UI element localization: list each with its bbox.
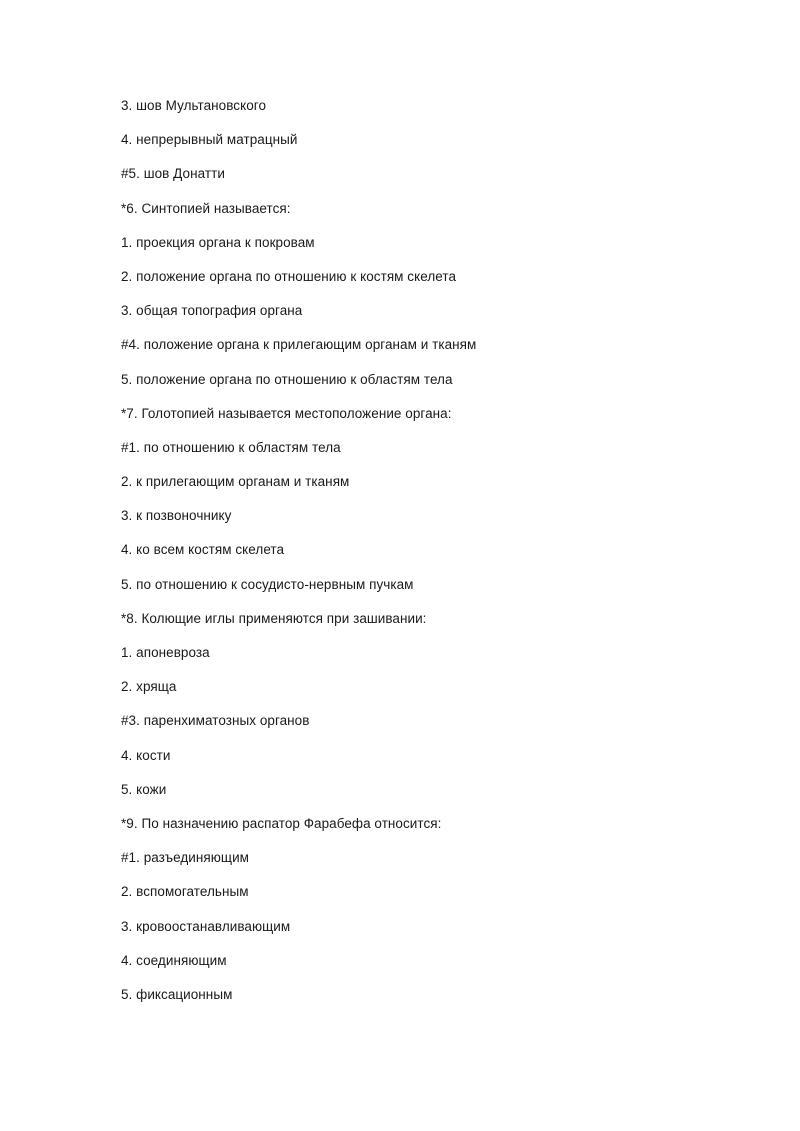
text-line: #1. разъединяющим [121, 850, 250, 866]
question-heading: *6. Синтопией называется: [121, 200, 291, 216]
text-line: #3. паренхиматозных органов [121, 713, 310, 729]
text-line: 5. по отношению к сосудисто-нервным пучкам [121, 576, 414, 592]
question-heading: *7. Голотопией называется местоположение органа: [121, 405, 452, 421]
text-line: 4. ко всем костям скелета [121, 542, 285, 558]
text-line: 2. хряща [121, 679, 177, 695]
text-line: 1. проекция органа к покровам [121, 234, 315, 250]
text-line: #5. шов Донатти [121, 166, 225, 182]
text-line: 5. кожи [121, 781, 167, 797]
text-line: 3. кровоостанавливающим [121, 918, 291, 934]
text-line: 2. вспомогательным [121, 884, 249, 900]
text-line: 4. непрерывный матрацный [121, 132, 298, 148]
question-heading: *9. По назначению распатор Фарабефа относится: [121, 815, 442, 831]
text-line: 5. фиксационным [121, 986, 233, 1002]
text-line: 4. кости [121, 747, 171, 763]
text-line: 3. шов Мультановского [121, 98, 267, 113]
text-line: 2. к прилегающим органам и тканям [121, 474, 350, 490]
text-line: 1. апоневроза [121, 645, 210, 660]
question-heading: *8. Колющие иглы применяются при зашивании: [121, 610, 427, 626]
text-line: 2. положение органа по отношению к костям скелета [121, 268, 457, 284]
text-line: #4. положение органа к прилегающим органам и тканям [121, 337, 477, 353]
document-text [121, 95, 741, 1018]
text-line: 3. общая топография органа [121, 303, 303, 319]
text-line: 4. соединяющим [121, 952, 227, 968]
text-line: #1. по отношению к областям тела [121, 439, 341, 455]
text-line: 5. положение органа по отношению к областям тела [121, 371, 453, 387]
text-line: 3. к позвоночнику [121, 508, 232, 524]
